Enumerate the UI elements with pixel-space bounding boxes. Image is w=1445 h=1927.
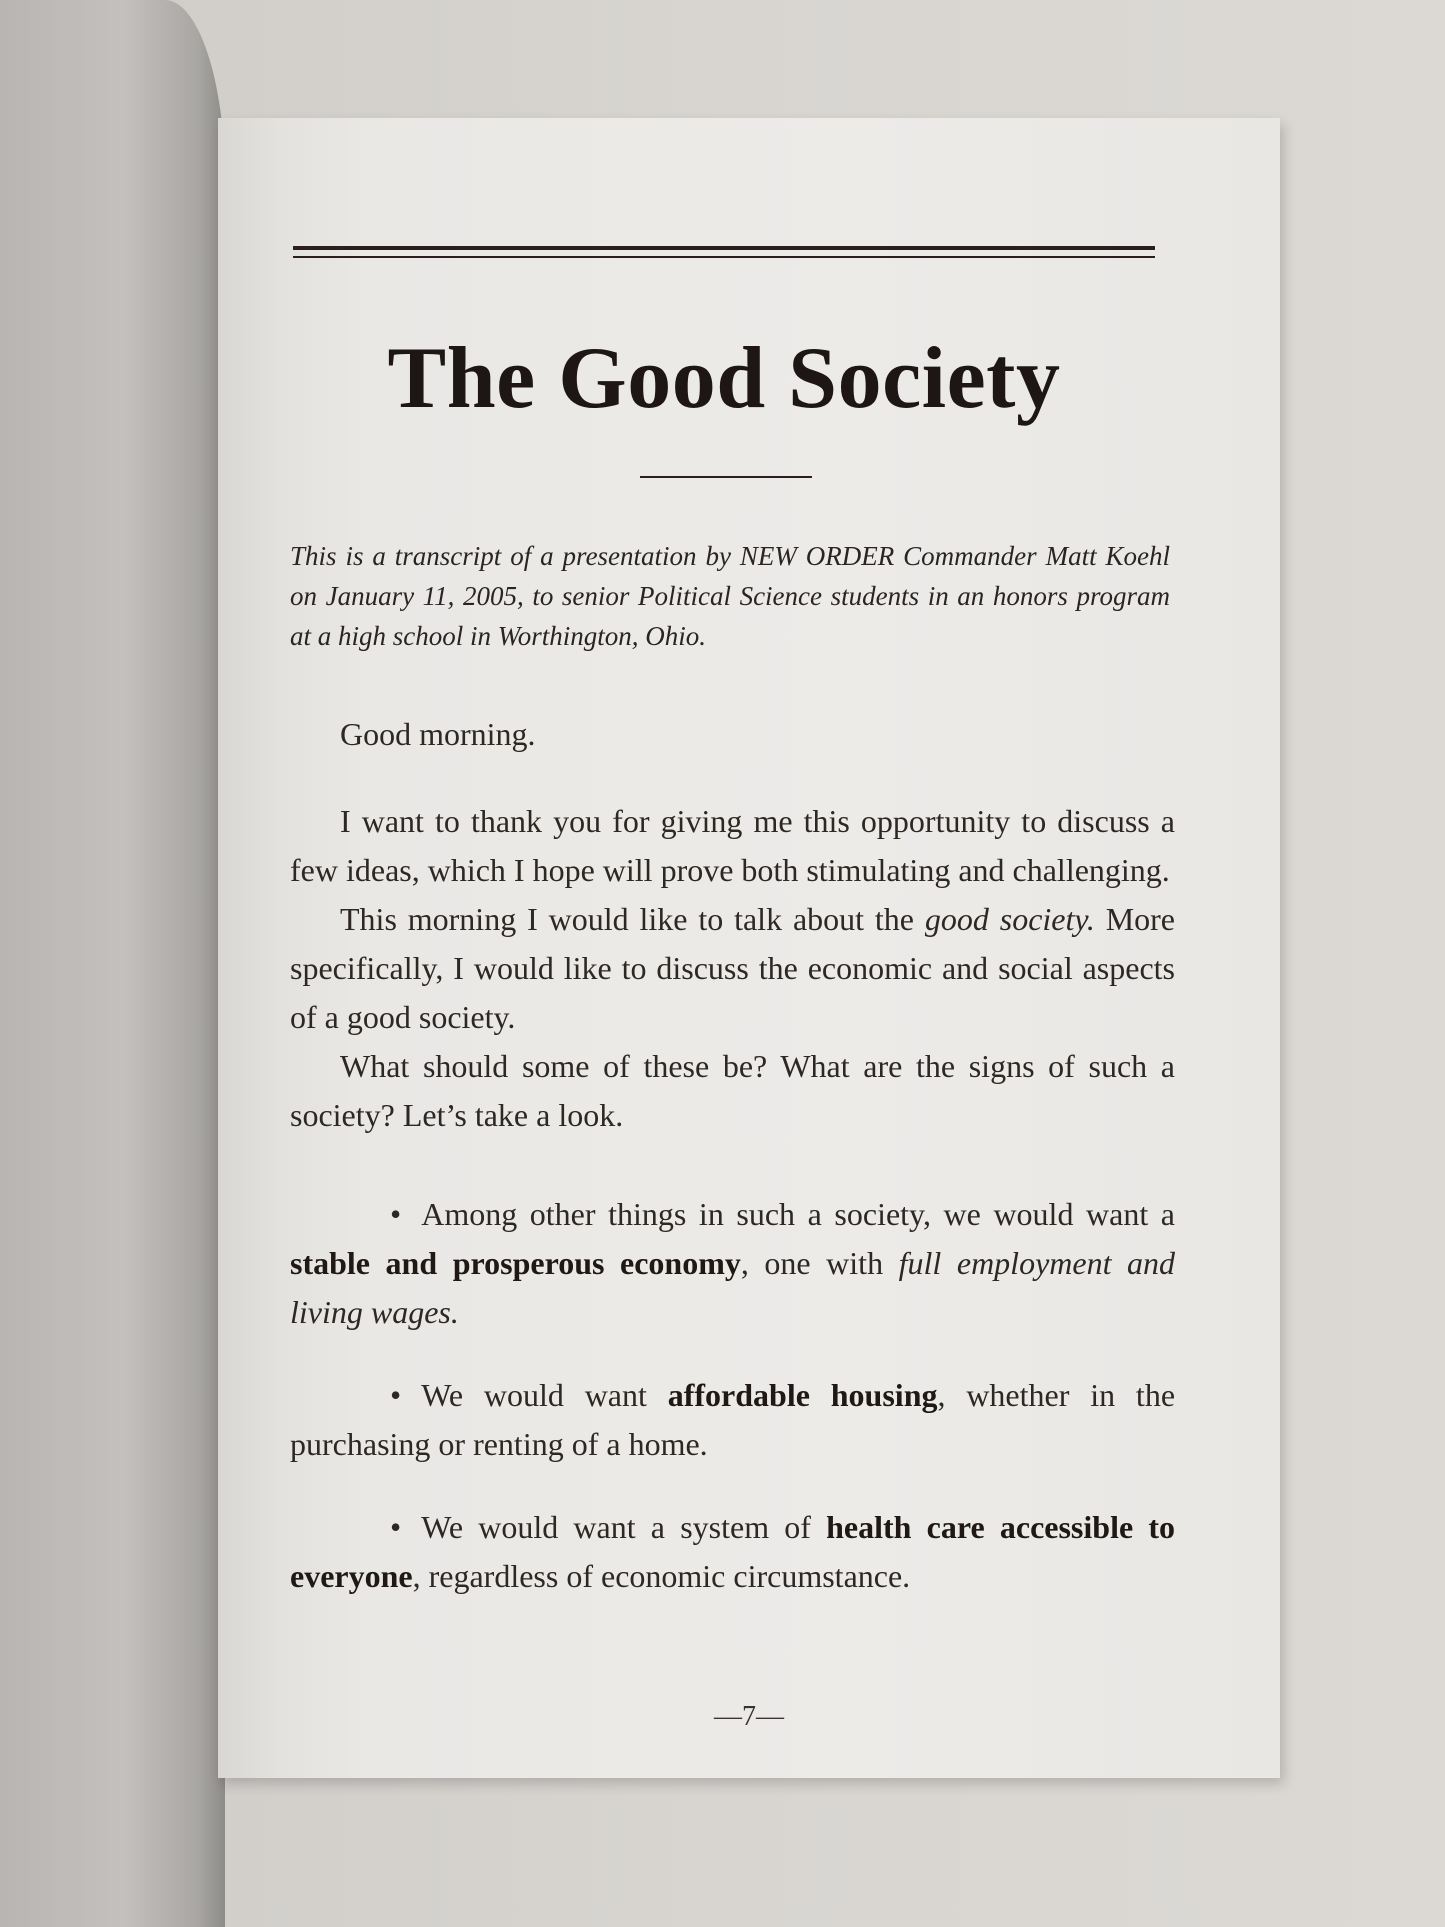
greeting-paragraph: Good morning. <box>340 716 536 752</box>
header-rule-thick <box>293 246 1155 250</box>
paragraph-question: What should some of these be? What are the signs of such a society? Let’s take a look. <box>290 1048 1175 1133</box>
bullet-economy-middle: , one with <box>740 1245 899 1281</box>
title-underline <box>640 476 812 478</box>
body-text <box>290 710 1175 1601</box>
bullet-dot: • <box>390 1196 402 1232</box>
chapter-title: The Good Society <box>387 330 1061 427</box>
bullet-housing <box>290 1371 1175 1469</box>
book-page <box>218 118 1280 1778</box>
bullet-dot: • <box>390 1377 402 1413</box>
bullet-health-care-bold: health care accessible to everyone <box>290 1509 1176 1594</box>
bullet-health-care <box>290 1503 1175 1601</box>
bullet-health-care-after: , regardless of economic circumstance. <box>412 1558 911 1594</box>
bullet-housing-bold: affordable housing <box>667 1377 938 1413</box>
bullet-housing-after: , whether in the purchasing or renting of a home. <box>290 1377 1176 1462</box>
paragraph-topic-emphasis: good society. <box>924 901 1095 937</box>
bullet-economy <box>290 1190 1175 1337</box>
page-number: —7— <box>714 1701 784 1732</box>
bullet-housing-before: We would want <box>421 1377 668 1413</box>
paragraph-topic-after: More specifically, I would like to discuss the economic and social aspects of a good society. <box>290 901 1176 1035</box>
paragraph-topic <box>290 895 1175 1042</box>
header-rule-thin <box>293 256 1155 258</box>
left-page-stack <box>0 0 225 1927</box>
bullet-economy-bold: stable and prosperous economy <box>290 1245 741 1281</box>
paragraph-topic-before: This morning I would like to talk about the <box>340 901 925 937</box>
bullet-economy-before: Among other things in such a society, we would want a <box>421 1196 1175 1232</box>
paragraph-thanks: I want to thank you for giving me this opportunity to discuss a few ideas, which I hope will prove both stimulating and challenging. <box>290 803 1175 888</box>
bullet-health-care-before: We would want a system of <box>421 1509 827 1545</box>
intro-note: This is a transcript of a presentation by NEW ORDER Commander Matt Koehl on January 11, 2005, to senior Political Science students in an honors program at a high school in Worthington, Ohio. <box>290 541 1170 651</box>
bullet-dot: • <box>390 1509 402 1545</box>
bullet-economy-emphasis: full employment and living wages. <box>290 1245 1176 1330</box>
